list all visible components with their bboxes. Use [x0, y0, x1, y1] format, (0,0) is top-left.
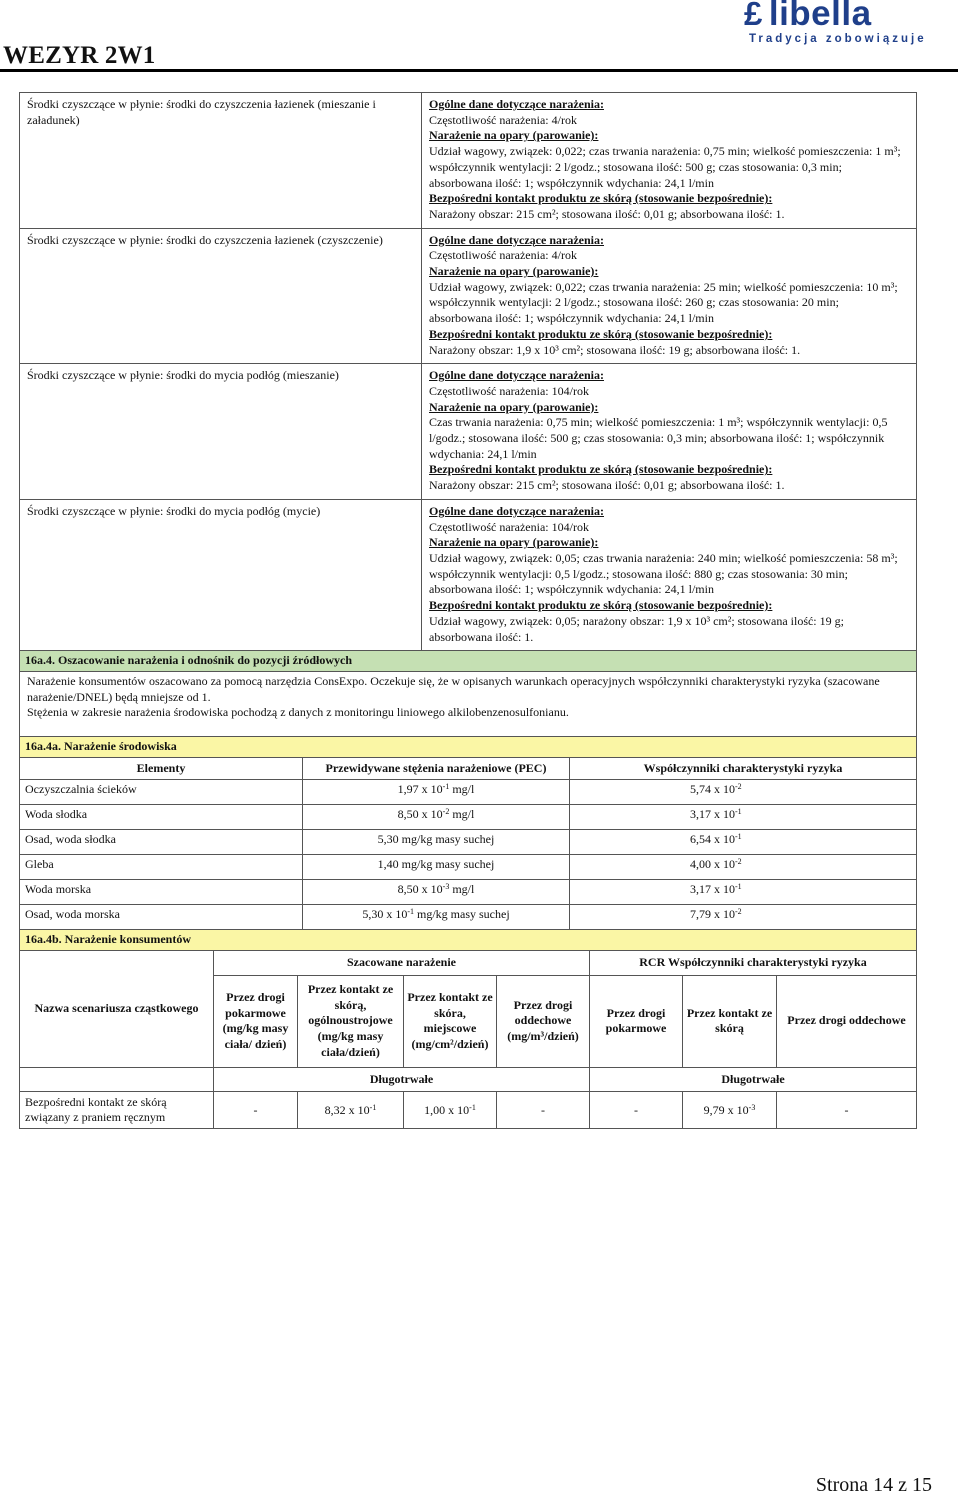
env-rcr-value: 3,17 x $10^{-1}$ [570, 880, 917, 905]
skin-heading: Bezpośredni kontakt produktu ze skórą (stosowanie bezpośrednie): [429, 191, 773, 206]
frequency-text: Częstotliwość narażenia: 4/rok [429, 248, 577, 263]
env-rcr-value: 7,79 x $10^{-2}$ [570, 905, 917, 930]
skin-text: Narażony obszar: 215 cm²; stosowana ilość: 0,01 g; absorbowana ilość: 1. [429, 206, 785, 221]
cons-col-name: Nazwa scenariusza cząstkowego [20, 951, 214, 1068]
vapour-heading: Narażenie na opary (parowanie): [429, 399, 599, 414]
env-pec-value: 5,30 x $10^{-1}$ mg/kg masy suchej [303, 905, 570, 930]
skin-heading: Bezpośredni kontakt produktu ze skórą (stosowanie bezpośrednie): [429, 326, 773, 341]
general-heading: Ogólne dane dotyczące narażenia: [429, 232, 604, 247]
env-row [20, 855, 917, 880]
consumer-heading: 16a.4b. Narażenie konsumentów [20, 930, 917, 951]
env-pec-value: 1,97 x $10^{-1}$ mg/l [303, 780, 570, 805]
scenario-details [422, 364, 917, 500]
cons-group-rcr: RCR Współczynniki charakterystyki ryzyka [590, 951, 917, 976]
vapour-text: Udział wagowy, związek: 0,05; czas trwania narażenia: 240 min; wielkość pomieszczenia: 58 m³; współczynnik wentylacji: 0,5 l/godz.; stosowana ilość: 880 g; czas stosowania: 30 min; [429, 550, 898, 581]
cons-longterm-est: Długotrwałe [214, 1067, 590, 1092]
general-heading: Ogólne dane dotyczące narażenia: [429, 503, 604, 518]
env-rcr-value: 6,54 x $10^{-1}$ [570, 830, 917, 855]
scenario-row [20, 364, 917, 500]
logo-emblem-icon: £ [744, 0, 763, 32]
cons-val-oral: - [214, 1092, 298, 1129]
cons-val-dermal-systemic: 8,32 x $10^{-1}$ [298, 1092, 404, 1129]
vapour-text-2: absorbowana ilość: 1; współczynnik wdychania: 24,1 l/min [429, 582, 714, 597]
vapour-heading: Narażenie na opary (parowanie): [429, 264, 599, 279]
env-element: Osad, woda słodka [20, 830, 303, 855]
scenarios-table [19, 92, 917, 651]
cons-sub-dermal-systemic: Przez kontakt ze skórą, ogólnoustrojowe (mg/kg masy ciała/dzień) [298, 975, 404, 1067]
cons-sub-dermal-local: Przez kontakt ze skóra, miejscowe (mg/cm²/dzień) [404, 975, 497, 1067]
header-rule [0, 69, 958, 72]
cons-rcr-val-inhalation: - [777, 1092, 917, 1129]
vapour-text: Udział wagowy, związek: 0,022; czas trwania narażenia: 25 min; wielkość pomieszczenia: 10 m³; współczynnik wentylacji: 2 l/godz.; stosowana ilość: 260 g; czas stosowania: 20 min; [429, 279, 898, 310]
env-rcr-value: 5,74 x $10^{-2}$ [570, 780, 917, 805]
scenario-name: Środki czyszczące w płynie: środki do mycia podłóg (mycie) [20, 499, 422, 650]
env-element: Woda słodka [20, 805, 303, 830]
env-row [20, 830, 917, 855]
env-element: Gleba [20, 855, 303, 880]
cons-row-name: Bezpośredni kontakt ze skórą związany z praniem ręcznym [20, 1092, 214, 1129]
scenario-details [422, 228, 917, 364]
vapour-text-2: absorbowana ilość: 1; współczynnik wdychania: 24,1 l/min [429, 311, 714, 326]
skin-heading: Bezpośredni kontakt produktu ze skórą (stosowanie bezpośrednie): [429, 598, 773, 613]
vapour-heading: Narażenie na opary (parowanie): [429, 128, 599, 143]
skin-text: Udział wagowy, związek: 0,05; narażony obszar: 1,9 x 10³ cm²; stosowana ilość: 19 g; absorbowana ilość: 1. [429, 613, 844, 644]
cons-sub-oral: Przez drogi pokarmowe (mg/kg masy ciała/ dzień) [214, 975, 298, 1067]
skin-text: Narażony obszar: 1,9 x 10³ cm²; stosowana ilość: 19 g; absorbowana ilość: 1. [429, 342, 801, 357]
vapour-heading: Narażenie na opary (parowanie): [429, 535, 599, 550]
env-col-elements: Elementy [20, 757, 303, 780]
env-pec-value: 1,40 mg/kg masy suchej [303, 855, 570, 880]
logo-wordmark: £ libella [744, 0, 872, 34]
env-element: Osad, woda morska [20, 905, 303, 930]
scenario-details [422, 93, 917, 229]
scenario-row [20, 93, 917, 229]
scenario-details [422, 499, 917, 650]
env-row [20, 805, 917, 830]
logo-tagline: Tradycja zobowiązuje [749, 33, 927, 45]
document-title: WEZYR 2W1 [3, 42, 156, 69]
cons-rcr-val-dermal: 9,79 x $10^{-3}$ [683, 1092, 777, 1129]
cons-group-estimated: Szacowane narażenie [214, 951, 590, 976]
env-rcr-value: 4,00 x $10^{-2}$ [570, 855, 917, 880]
document-body [19, 92, 917, 1129]
scenario-name: Środki czyszczące w płynie: środki do czyszczenia łazienek (czyszczenie) [20, 228, 422, 364]
env-row [20, 880, 917, 905]
frequency-text: Częstotliwość narażenia: 4/rok [429, 112, 577, 127]
env-rcr-value: 3,17 x $10^{-1}$ [570, 805, 917, 830]
frequency-text: Częstotliwość narażenia: 104/rok [429, 383, 589, 398]
vapour-text-2: absorbowana ilość: 1; współczynnik wdychania: 24,1 l/min [429, 175, 714, 190]
scenario-row [20, 228, 917, 364]
env-pec-value: 8,50 x $10^{-3}$ mg/l [303, 880, 570, 905]
cons-blank-cell [20, 1067, 214, 1092]
env-pec-value: 8,50 x $10^{-2}$ mg/l [303, 805, 570, 830]
skin-heading: Bezpośredni kontakt produktu ze skórą (stosowanie bezpośrednie): [429, 462, 773, 477]
frequency-text: Częstotliwość narażenia: 104/rok [429, 519, 589, 534]
env-row [20, 780, 917, 805]
env-element: Woda morska [20, 880, 303, 905]
cons-rcr-oral: Przez drogi pokarmowe [590, 975, 683, 1067]
env-row [20, 905, 917, 930]
env-col-rcr: Współczynniki charakterystyki ryzyka [570, 757, 917, 780]
environment-table [19, 757, 917, 931]
vapour-text: Czas trwania narażenia: 0,75 min; wielkość pomieszczenia: 1 m³; współczynnik wentylacji: 0,5 l/godz.; stosowana ilość: 500 g; czas stosowania: 0,3 min; absorbowana ilość: 1; współczynnik wdychania: 24,1 l/min [429, 415, 888, 461]
cons-longterm-rcr: Długotrwałe [590, 1067, 917, 1092]
consumer-table [19, 929, 917, 1129]
cons-val-dermal-local: 1,00 x $10^{-1}$ [404, 1092, 497, 1129]
scenario-name: Środki czyszczące w płynie: środki do mycia podłóg (mieszanie) [20, 364, 422, 500]
env-element: Oczyszczalnia ścieków [20, 780, 303, 805]
general-heading: Ogólne dane dotyczące narażenia: [429, 97, 604, 111]
cons-rcr-dermal: Przez kontakt ze skórą [683, 975, 777, 1067]
cons-val-inhalation: - [497, 1092, 590, 1129]
section-16a4-paragraph: Stężenia w zakresie narażenia środowiska pochodzą z danych z monitoringu liniowego alkilobenzenosulfonianu. [27, 705, 569, 720]
section-16a4-text [20, 671, 917, 736]
vapour-text: Udział wagowy, związek: 0,022; czas trwania narażenia: 0,75 min; wielkość pomieszczenia: 1 m³; współczynnik wentylacji: 2 l/godz.; stosowana ilość: 500 g; czas stosowania: 0,3 min; [429, 144, 901, 174]
page-number: Strona 14 z 15 [815, 1474, 932, 1496]
section-16a4-paragraph: Narażenie konsumentów oszacowano za pomocą narzędzia ConsExpo. Oczekuje się, że w opisanych warunkach operacyjnych współczynniki charakterystyki ryzyka (szacowane narażenie/DNEL) będą mniejsze od 1. [27, 673, 880, 704]
general-heading: Ogólne dane dotyczące narażenia: [429, 368, 604, 383]
cons-sub-inhalation: Przez drogi oddechowe (mg/m³/dzień) [497, 975, 590, 1067]
section-16a4-heading: 16a.4. Oszacowanie narażenia i odnośnik do pozycji źródłowych [20, 651, 917, 672]
company-logo [744, 2, 934, 50]
env-heading: 16a.4a. Narażenie środowiska [20, 736, 917, 757]
scenario-name: Środki czyszczące w płynie: środki do czyszczenia łazienek (mieszanie i załadunek) [20, 93, 422, 229]
scenario-row [20, 499, 917, 650]
cons-rcr-val-oral: - [590, 1092, 683, 1129]
cons-rcr-inhalation: Przez drogi oddechowe [777, 975, 917, 1067]
env-pec-value: 5,30 mg/kg masy suchej [303, 830, 570, 855]
skin-text: Narażony obszar: 215 cm²; stosowana ilość: 0,01 g; absorbowana ilość: 1. [429, 478, 785, 493]
env-col-pec: Przewidywane stężenia narażeniowe (PEC) [303, 757, 570, 780]
section-16a4 [19, 650, 917, 757]
